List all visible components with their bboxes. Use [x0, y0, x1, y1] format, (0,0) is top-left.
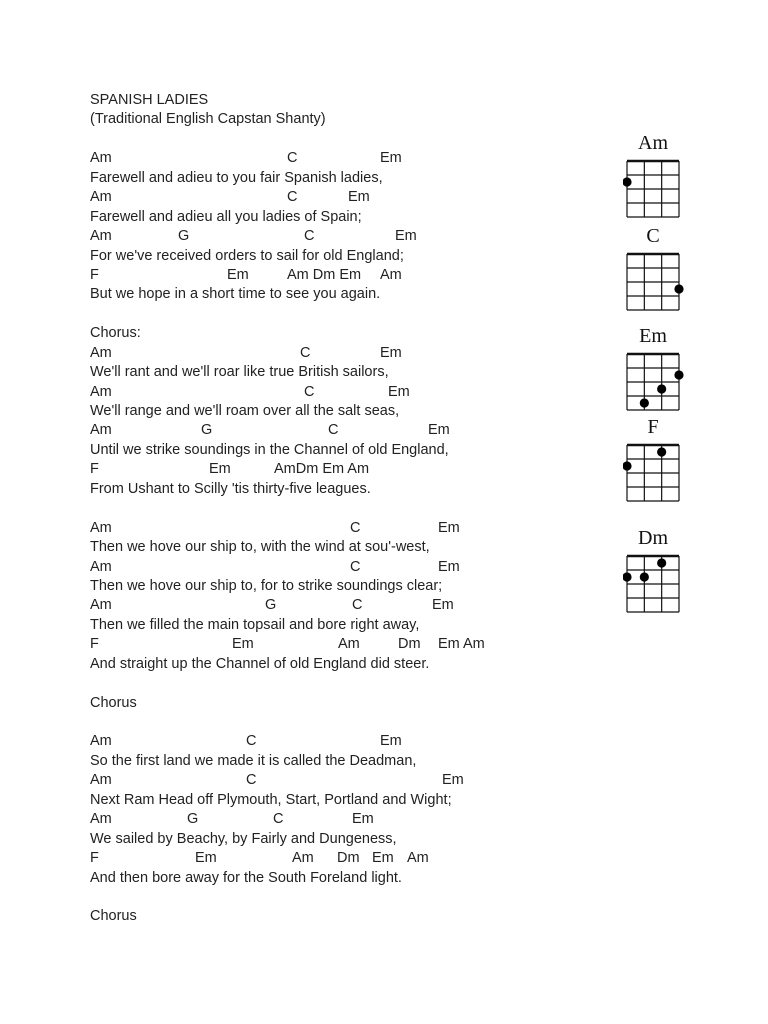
- lyric-line: We'll range and we'll roam over all the salt seas,: [90, 403, 400, 419]
- chord-line: [90, 421, 452, 440]
- chord-line: [90, 266, 452, 285]
- song-subtitle: (Traditional English Capstan Shanty): [90, 111, 326, 128]
- chord-symbol: F: [90, 461, 99, 478]
- chord-line: [90, 519, 460, 538]
- chord-symbol: Am: [292, 850, 314, 867]
- chord-line: [90, 188, 452, 207]
- chord-symbol: Am Dm Em: [287, 266, 362, 283]
- chord-line: [90, 227, 452, 246]
- finger-dot: [657, 447, 666, 456]
- chord-symbol: Em: [428, 422, 450, 439]
- blank-line: [90, 130, 452, 149]
- chord-symbol: Am: [90, 519, 112, 536]
- blank-line: [90, 888, 452, 907]
- finger-dot: [623, 461, 632, 470]
- fretboard-grid: [623, 251, 685, 315]
- chord-line: [90, 771, 464, 790]
- finger-dot: [657, 558, 666, 567]
- chord-symbol: F: [90, 850, 99, 867]
- chord-symbol: Am: [90, 558, 112, 575]
- chord-symbol: Em: [352, 811, 374, 828]
- lyric-line: Then we filled the main topsail and bore right away,: [90, 616, 420, 633]
- blank-line: [90, 674, 452, 693]
- lyric-line: Chorus: [90, 908, 137, 925]
- chord-symbol: Am: [90, 383, 112, 400]
- chord-symbol: Am: [338, 636, 360, 653]
- finger-dot: [623, 177, 632, 186]
- chord-symbol: Am: [90, 597, 112, 614]
- lyric-line: Farewell and adieu to you fair Spanish ladies,: [90, 169, 383, 186]
- chord-symbol: C: [352, 597, 363, 614]
- lyric-line: We'll rant and we'll roar like true British sailors,: [90, 364, 389, 381]
- chord-line: [90, 732, 452, 751]
- lyric-line: Chorus: [90, 694, 137, 711]
- chord-symbol: Dm: [337, 850, 360, 867]
- finger-dot: [640, 572, 649, 581]
- finger-dot: [623, 572, 632, 581]
- lyric-line: From Ushant to Scilly 'tis thirty-five leagues.: [90, 480, 371, 497]
- chord-symbol: Em: [380, 733, 402, 750]
- chord-symbol: Em: [395, 228, 417, 245]
- chord-symbol: Em: [372, 850, 394, 867]
- chord-symbol: Em: [232, 636, 254, 653]
- lyric-line: Chorus:: [90, 325, 141, 342]
- lyric-line: Then we hove our ship to, with the wind at sou'-west,: [90, 539, 430, 556]
- chord-symbol: Em: [438, 558, 460, 575]
- chord-symbol: Am: [90, 150, 112, 167]
- chord-symbol: Am: [90, 189, 112, 206]
- chord-symbol: Em: [209, 461, 231, 478]
- chord-symbol: C: [300, 344, 311, 361]
- fretboard-grid: [623, 553, 685, 617]
- chord-symbol: F: [90, 636, 99, 653]
- lyric-line: But we hope in a short time to see you again.: [90, 286, 381, 303]
- blank-line: [90, 499, 452, 518]
- chord-line: [90, 596, 452, 615]
- chord-line: [90, 558, 460, 577]
- blank-line: [90, 305, 452, 324]
- chord-line: [90, 149, 452, 168]
- chord-symbol: C: [304, 228, 315, 245]
- chord-symbol: C: [304, 383, 315, 400]
- chord-line: [90, 849, 452, 868]
- chord-symbol: Em Am: [438, 636, 485, 653]
- chord-symbol: Am: [90, 344, 112, 361]
- chord-symbol: C: [246, 772, 257, 789]
- chord-line: [90, 810, 452, 829]
- lyric-line: Until we strike soundings in the Channel of old England,: [90, 441, 449, 458]
- lyric-line: We sailed by Beachy, by Fairly and Dungeness,: [90, 830, 397, 847]
- finger-dot: [657, 384, 666, 393]
- chord-line: [90, 635, 485, 654]
- chord-symbol: Em: [388, 383, 410, 400]
- chord-symbol: Em: [380, 150, 402, 167]
- chord-symbol: Am: [90, 811, 112, 828]
- song-title: SPANISH LADIES: [90, 92, 209, 108]
- chord-symbol: Am: [90, 422, 112, 439]
- lyric-line: And straight up the Channel of old England did steer.: [90, 655, 430, 672]
- blank-line: [90, 713, 452, 732]
- fretboard-grid: [623, 351, 685, 415]
- fretboard-grid: [623, 158, 685, 222]
- chord-symbol: Am: [90, 772, 112, 789]
- chord-diagram-name: Am: [638, 132, 668, 154]
- chord-symbol: C: [287, 189, 298, 206]
- chord-symbol: Em: [348, 189, 370, 206]
- chord-line: [90, 344, 452, 363]
- lyric-line: So the first land we made it is called the Deadman,: [90, 752, 417, 769]
- lyric-line: Then we hove our ship to, for to strike soundings clear;: [90, 577, 443, 594]
- chord-diagram-name: Dm: [638, 527, 668, 549]
- chord-symbol: Em: [195, 850, 217, 867]
- chord-symbol: Em: [442, 772, 464, 789]
- chord-symbol: G: [265, 597, 277, 614]
- lyric-line: For we've received orders to sail for old England;: [90, 247, 404, 264]
- fretboard-grid: [623, 442, 685, 506]
- chord-symbol: C: [273, 811, 284, 828]
- chord-diagram-name: Em: [639, 325, 667, 347]
- finger-dot: [640, 398, 649, 407]
- lyric-line: And then bore away for the South Foreland light.: [90, 869, 402, 886]
- chord-line: [90, 383, 452, 402]
- chord-symbol: Em: [380, 344, 402, 361]
- lyric-line: Next Ram Head off Plymouth, Start, Portland and Wight;: [90, 791, 452, 808]
- chord-symbol: Em: [438, 519, 460, 536]
- chord-symbol: G: [178, 228, 190, 245]
- chord-symbol: Am: [380, 266, 402, 283]
- chord-symbol: C: [350, 519, 361, 536]
- chord-symbol: Em: [227, 266, 249, 283]
- finger-dot: [674, 370, 683, 379]
- chord-symbol: C: [328, 422, 339, 439]
- chord-symbol: C: [287, 150, 298, 167]
- finger-dot: [674, 284, 683, 293]
- chord-symbol: C: [246, 733, 257, 750]
- chord-symbol: C: [350, 558, 361, 575]
- song-sheet: [90, 91, 485, 927]
- lyric-line: Farewell and adieu all you ladies of Spain;: [90, 208, 362, 225]
- chord-symbol: G: [201, 422, 213, 439]
- chord-symbol: Em: [432, 597, 454, 614]
- chord-symbol: G: [187, 811, 199, 828]
- chord-symbol: Am: [90, 733, 112, 750]
- chord-symbol: AmDm Em Am: [274, 461, 370, 478]
- chord-diagram-name: F: [647, 416, 659, 438]
- chord-line: [90, 460, 452, 479]
- chord-symbol: Am: [90, 228, 112, 245]
- chord-symbol: Dm: [398, 636, 421, 653]
- chord-symbol: F: [90, 266, 99, 283]
- chord-diagram-name: C: [646, 225, 660, 247]
- chord-symbol: Am: [407, 850, 429, 867]
